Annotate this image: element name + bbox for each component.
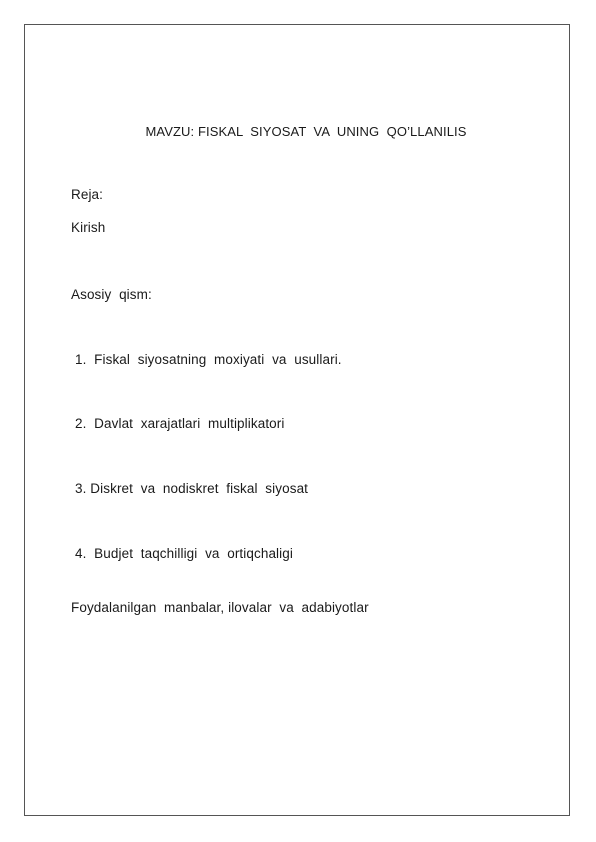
references-item: Foydalanilgan manbalar, ilovalar va adabiyotlar	[71, 600, 369, 615]
plan-item-1: 1. Fiskal siyosatning moxiyati va usullari.	[75, 352, 342, 367]
plan-item-2: 2. Davlat xarajatlari multiplikatori	[75, 416, 285, 431]
plan-label: Reja:	[71, 187, 104, 202]
document-title: MAVZU: FISKAL SIYOSAT VA UNING QO’LLANILIS	[145, 124, 467, 139]
plan-item-3: 3. Diskret va nodiskret fiskal siyosat	[75, 481, 309, 496]
main-part-label: Asosiy qism:	[71, 287, 152, 302]
intro-item: Kirish	[71, 220, 106, 235]
plan-item-4: 4. Budjet taqchilligi va ortiqchaligi	[75, 546, 293, 561]
